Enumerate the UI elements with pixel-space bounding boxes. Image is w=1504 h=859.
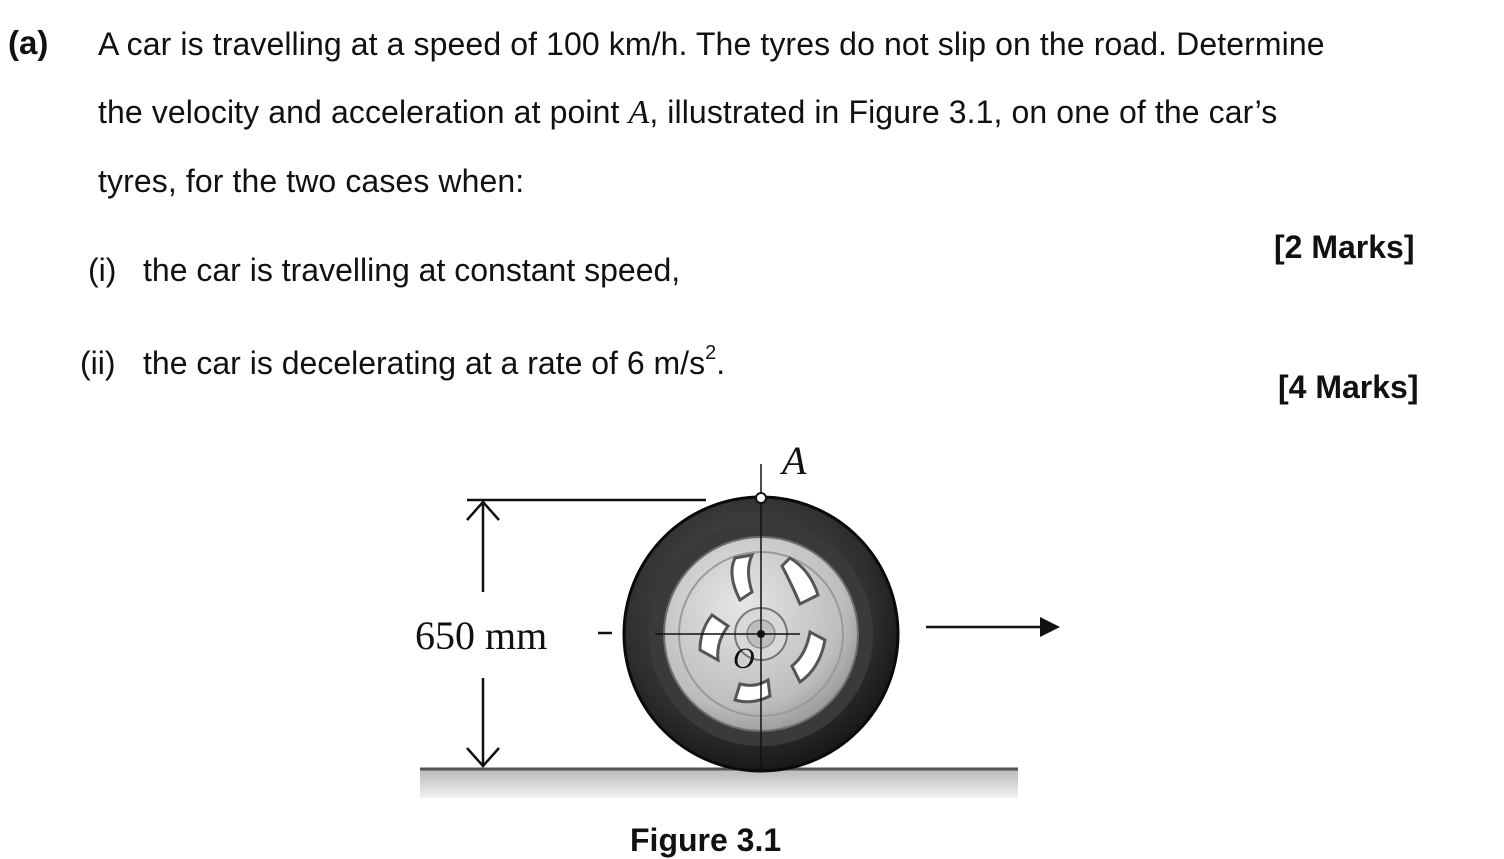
part-i-number: (i) bbox=[88, 252, 117, 288]
part-i-text: the car is travelling at constant speed, bbox=[143, 252, 681, 288]
part-ii-superscript: 2 bbox=[705, 342, 717, 365]
point-a-label: A bbox=[782, 438, 807, 483]
ground bbox=[420, 769, 1018, 798]
part-ii-text-main: the car is decelerating at a rate of 6 m/s bbox=[143, 345, 706, 381]
part-ii-marks: [4 Marks] bbox=[1278, 369, 1419, 405]
question-line-2-start: the velocity and acceleration at point bbox=[98, 94, 629, 130]
center-o-label: O bbox=[733, 642, 755, 675]
point-a-marker bbox=[756, 493, 766, 503]
part-i-marks: [2 Marks] bbox=[1274, 229, 1415, 265]
part-ii-text-end: . bbox=[716, 345, 726, 381]
figure-caption: Figure 3.1 bbox=[630, 822, 782, 858]
point-a-reference: A bbox=[628, 94, 650, 131]
dimension-label: 650 mm bbox=[415, 613, 548, 658]
direction-arrow bbox=[926, 617, 1060, 637]
question-line-1: A car is travelling at a speed of 100 km/h. The tyres do not slip on the road. Determine bbox=[98, 26, 1325, 62]
question-line-2-end: , illustrated in Figure 3.1, on one of the car’s bbox=[649, 94, 1278, 130]
question-line-3: tyres, for the two cases when: bbox=[98, 163, 525, 199]
part-ii-number: (ii) bbox=[80, 345, 116, 381]
question-label: (a) bbox=[8, 24, 49, 61]
